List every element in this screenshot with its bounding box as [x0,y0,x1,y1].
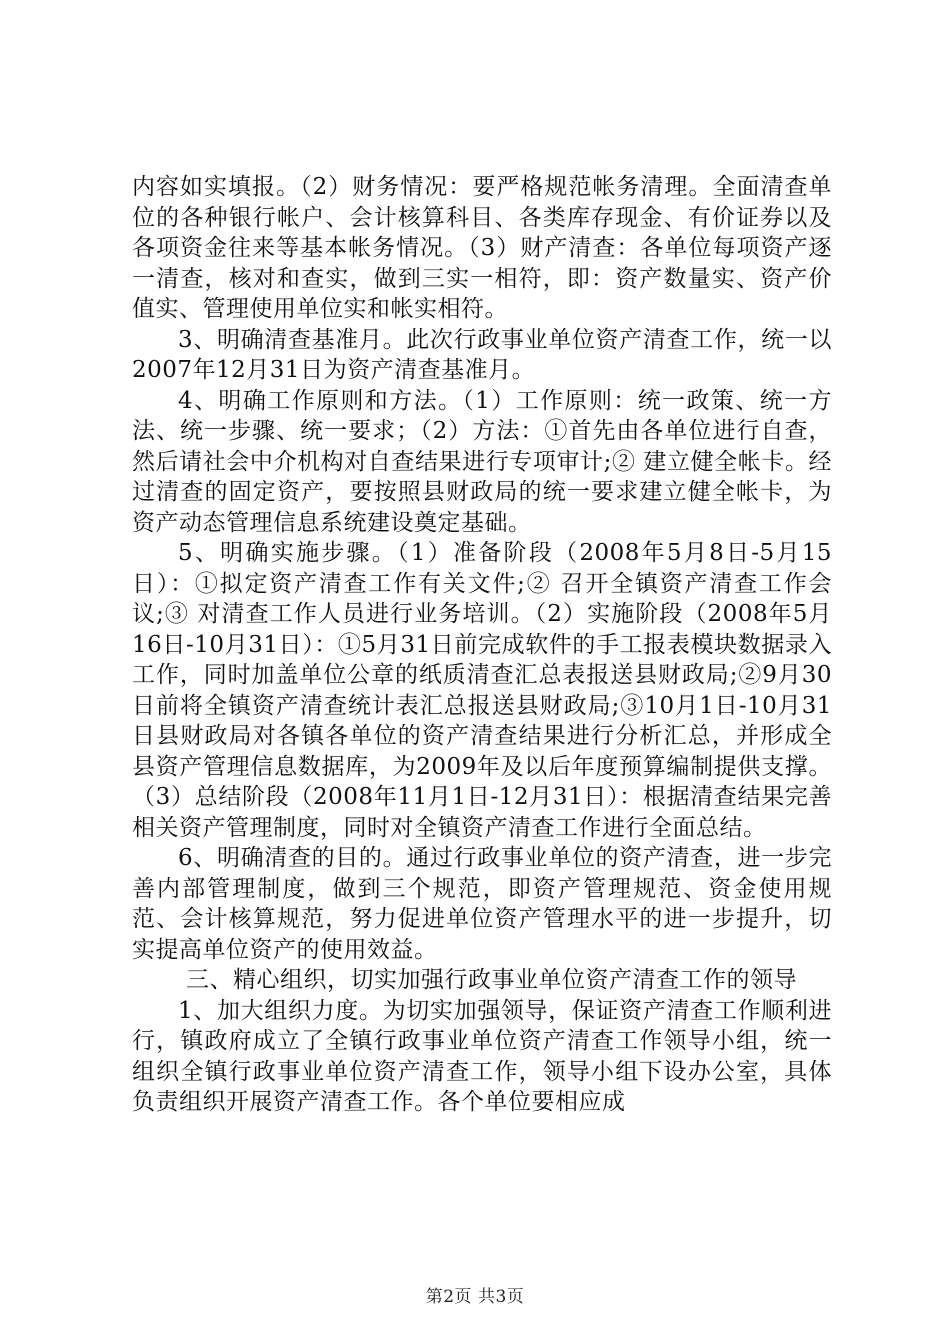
paragraph-purpose: 6、明确清查的目的。通过行政事业单位的资产清查，进一步完善内部管理制度，做到三个规范，即资产管理规范、资金使用规范、会计核算规范，努力促进单位资产管理水平的进一步提升，切实提高单位资产的使用效益。 [132,845,832,963]
document-body [132,172,832,1118]
paragraph-continuation: 内容如实填报。（2）财务情况：要严格规范帐务清理。全面清查单位的各种银行帐户、会计核算科目、各类库存现金、有价证券以及各项资金往来等基本帐务情况。（3）财产清查：各单位每项资产逐一清查，核对和查实，做到三实一相符，即：资产数量实、资产价值实、管理使用单位实和帐实相符。 [132,174,832,322]
paragraph-organization: 1、加大组织力度。为切实加强领导，保证资产清查工作顺利进行，镇政府成立了全镇行政事业单位资产清查工作领导小组，统一组织全镇行政事业单位资产清查工作，领导小组下设办公室，具体负责组织开展资产清查工作。各个单位要相应成 [132,997,832,1115]
section-heading: 三、精心组织，切实加强行政事业单位资产清查工作的领导 [186,967,797,993]
paragraph-implementation-steps: 5、明确实施步骤。（1）准备阶段（2008年5月8日-5月15日）：①拟定资产清查工作有关文件;② 召开全镇资产清查工作会议;③ 对清查工作人员进行业务培训。（2）实施阶段（2008年5月16日-10月31日）：①5月31日前完成软件的手工报表模块数据录入工作，同时加盖单位公章的纸质清查汇总表报送县财政局;②9月30日前将全镇资产清查统计表汇总报送县财政局;③10月1日-10月31日县财政局对各镇各单位的资产清查结果进行分析汇总，并形成全县资产管理信息数据库，为2009年及以后年度预算编制提供支撑。（3）总结阶段（2008年11月1日-12月31日）：根据清查结果完善相关资产管理制度，同时对全镇资产清查工作进行全面总结。 [132,540,832,841]
page-number-footer: 第2页 共3页 [425,1287,525,1307]
paragraph-principles-methods: 4、明确工作原则和方法。（1）工作原则：统一政策、统一方法、统一步骤、统一要求；（2）方法：①首先由各单位进行自查，然后请社会中介机构对自查结果进行专项审计;② 建立健全帐卡。经过清查的固定资产，要按照县财政局的统一要求建立健全帐卡，为资产动态管理信息系统建设奠定基础。 [132,387,832,536]
paragraph-baseline-month: 3、明确清查基准月。此次行政事业单位资产清查工作，统一以2007年12月31日为资产清查基准月。 [132,326,832,383]
